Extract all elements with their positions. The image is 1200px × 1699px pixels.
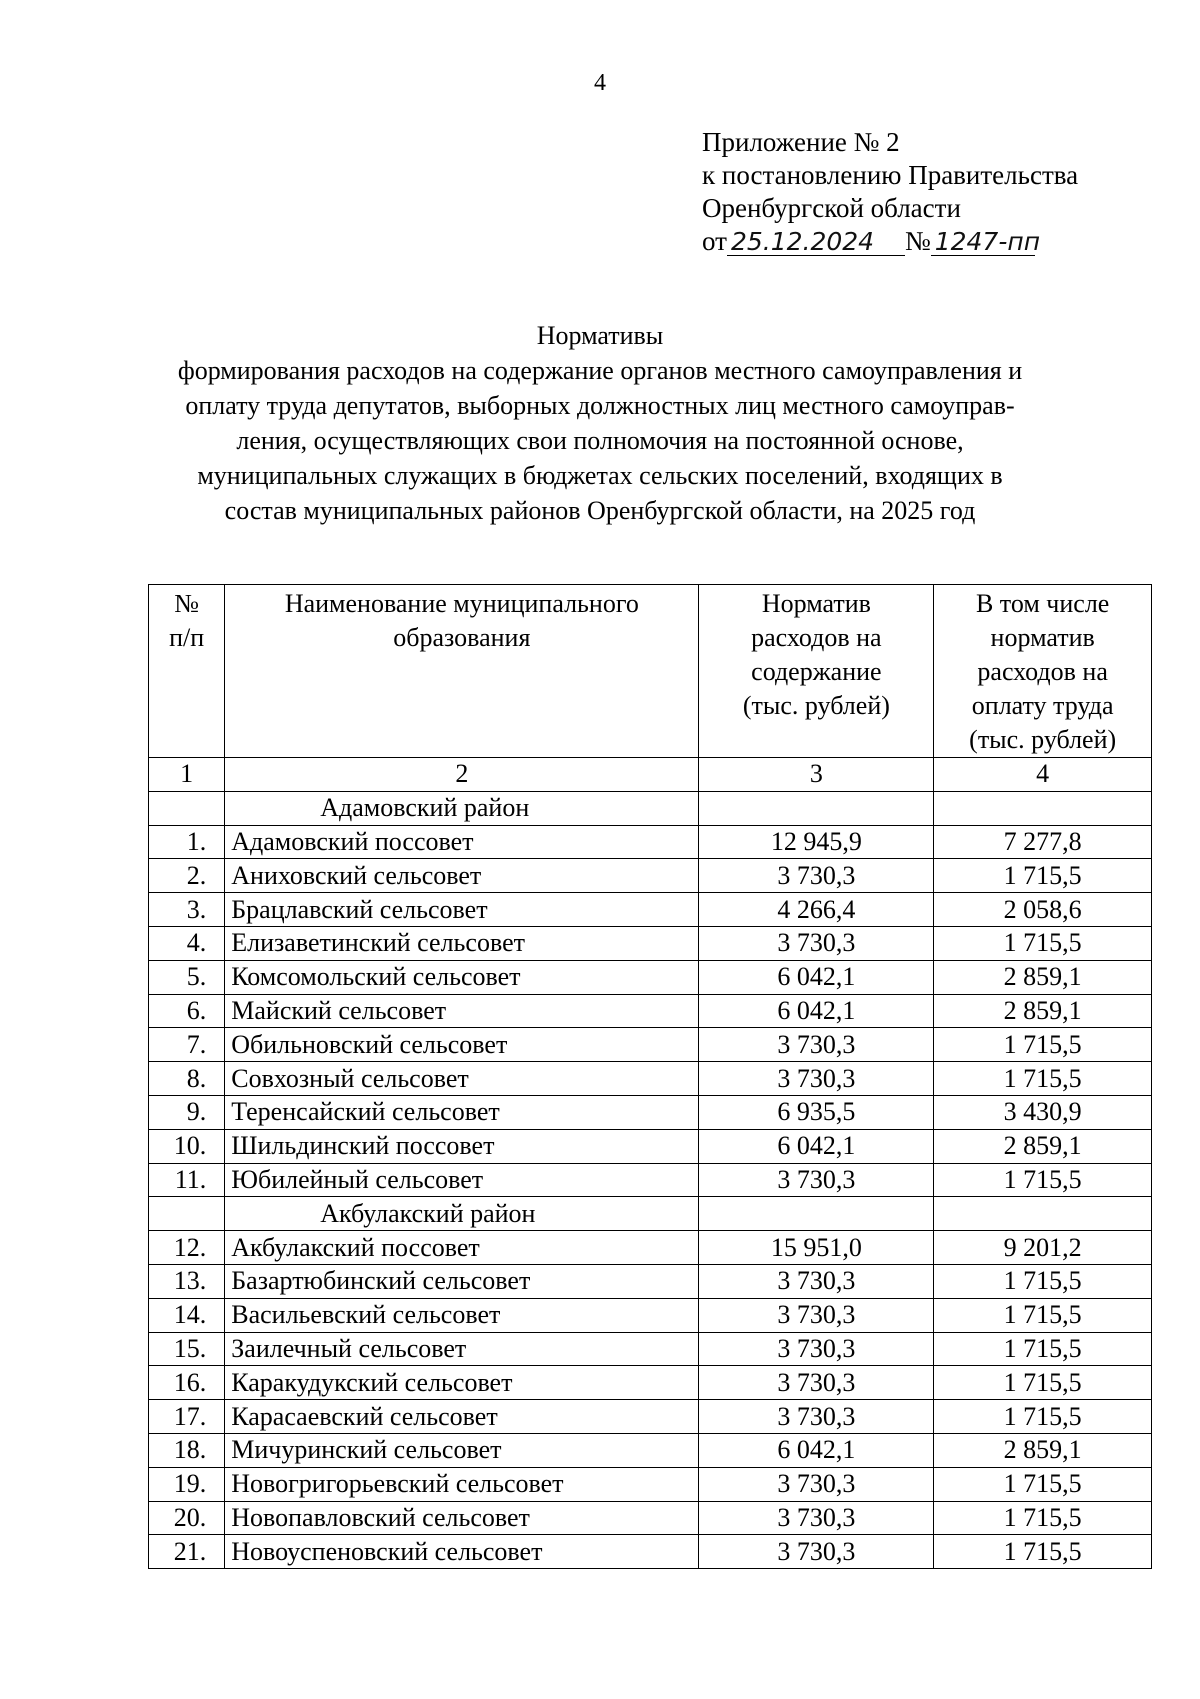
salary-norm-value: 2 859,1 xyxy=(934,960,1152,994)
salary-norm-value: 1 715,5 xyxy=(934,1366,1152,1400)
row-number: 17. xyxy=(149,1400,225,1434)
table-row xyxy=(149,1298,1152,1332)
table-row xyxy=(149,1264,1152,1298)
row-number: 4. xyxy=(149,926,225,960)
heading-title: Нормативы xyxy=(536,321,664,350)
district-row xyxy=(149,791,1152,825)
salary-norm-value: 1 715,5 xyxy=(934,1062,1152,1096)
row-number: 21. xyxy=(149,1535,225,1569)
row-number: 5. xyxy=(149,960,225,994)
total-norm-value: 3 730,3 xyxy=(699,1163,934,1197)
municipality-name: Майский сельсовет xyxy=(225,994,699,1028)
municipality-name: Комсомольский сельсовет xyxy=(225,960,699,994)
appendix-number-sign: № xyxy=(904,226,931,256)
total-norm-value: 15 951,0 xyxy=(699,1231,934,1265)
salary-norm-value: 2 859,1 xyxy=(934,1433,1152,1467)
table-body xyxy=(149,791,1152,1568)
total-norm-value: 3 730,3 xyxy=(699,1028,934,1062)
total-norm-value: 3 730,3 xyxy=(699,926,934,960)
table-row xyxy=(149,1535,1152,1569)
municipality-name: Новопавловский сельсовет xyxy=(225,1501,699,1535)
table-row xyxy=(149,893,1152,927)
norms-table xyxy=(148,584,1152,1569)
municipality-name: Мичуринский сельсовет xyxy=(225,1433,699,1467)
table-row xyxy=(149,994,1152,1028)
total-norm-value: 6 042,1 xyxy=(699,960,934,994)
total-norm-value: 3 730,3 xyxy=(699,1501,934,1535)
district-number-cell xyxy=(149,1197,225,1231)
total-norm-value: 6 042,1 xyxy=(699,994,934,1028)
table-row xyxy=(149,1467,1152,1501)
salary-norm-value: 1 715,5 xyxy=(934,1028,1152,1062)
district-salary-cell xyxy=(934,791,1152,825)
row-number: 6. xyxy=(149,994,225,1028)
column-number: 1 xyxy=(149,758,225,792)
total-norm-value: 3 730,3 xyxy=(699,1366,934,1400)
total-norm-value: 3 730,3 xyxy=(699,859,934,893)
table-row xyxy=(149,1062,1152,1096)
header-number: № п/п xyxy=(149,585,225,758)
total-norm-value: 6 935,5 xyxy=(699,1095,934,1129)
appendix-date-line xyxy=(702,225,1078,258)
row-number: 19. xyxy=(149,1467,225,1501)
salary-norm-value: 3 430,9 xyxy=(934,1095,1152,1129)
salary-norm-value: 9 201,2 xyxy=(934,1231,1152,1265)
heading-line-1: формирования расходов на содержание органов местного самоуправления и xyxy=(177,356,1023,385)
municipality-name: Заилечный сельсовет xyxy=(225,1332,699,1366)
row-number: 3. xyxy=(149,893,225,927)
municipality-name: Базартюбинский сельсовет xyxy=(225,1264,699,1298)
salary-norm-value: 1 715,5 xyxy=(934,1501,1152,1535)
district-salary-cell xyxy=(934,1197,1152,1231)
column-number: 2 xyxy=(225,758,699,792)
table-row xyxy=(149,825,1152,859)
row-number: 8. xyxy=(149,1062,225,1096)
total-norm-value: 12 945,9 xyxy=(699,825,934,859)
header-total-norm: Норматив расходов на содержание (тыс. рублей) xyxy=(699,585,934,758)
salary-norm-value: 1 715,5 xyxy=(934,1535,1152,1569)
row-number: 1. xyxy=(149,825,225,859)
municipality-name: Елизаветинский сельсовет xyxy=(225,926,699,960)
salary-norm-value: 2 859,1 xyxy=(934,994,1152,1028)
salary-norm-value: 7 277,8 xyxy=(934,825,1152,859)
table-row xyxy=(149,1163,1152,1197)
table-row xyxy=(149,1231,1152,1265)
municipality-name: Каракудукский сельсовет xyxy=(225,1366,699,1400)
salary-norm-value: 1 715,5 xyxy=(934,1467,1152,1501)
table-row xyxy=(149,926,1152,960)
salary-norm-value: 1 715,5 xyxy=(934,1400,1152,1434)
salary-norm-value: 1 715,5 xyxy=(934,1264,1152,1298)
total-norm-value: 4 266,4 xyxy=(699,893,934,927)
row-number: 14. xyxy=(149,1298,225,1332)
table-row xyxy=(149,859,1152,893)
handwritten-number: 1247-пп xyxy=(931,229,1035,256)
heading-line-2: оплату труда депутатов, выборных должностных лиц местного самоуправ- xyxy=(185,391,1015,420)
district-total-cell xyxy=(699,791,934,825)
municipality-name: Теренсайский сельсовет xyxy=(225,1095,699,1129)
salary-norm-value: 1 715,5 xyxy=(934,1298,1152,1332)
total-norm-value: 6 042,1 xyxy=(699,1129,934,1163)
heading-line-4: муниципальных служащих в бюджетах сельских поселений, входящих в xyxy=(197,461,1003,490)
municipality-name: Новогригорьевский сельсовет xyxy=(225,1467,699,1501)
salary-norm-value: 1 715,5 xyxy=(934,1332,1152,1366)
row-number: 9. xyxy=(149,1095,225,1129)
row-number: 18. xyxy=(149,1433,225,1467)
header-municipality: Наименование муниципального образования xyxy=(225,585,699,758)
table-row xyxy=(149,1400,1152,1434)
row-number: 13. xyxy=(149,1264,225,1298)
municipality-name: Акбулакский поссовет xyxy=(225,1231,699,1265)
total-norm-value: 3 730,3 xyxy=(699,1298,934,1332)
total-norm-value: 3 730,3 xyxy=(699,1467,934,1501)
header-salary-norm: В том числе норматив расходов на оплату труда (тыс. рублей) xyxy=(934,585,1152,758)
municipality-name: Юбилейный сельсовет xyxy=(225,1163,699,1197)
handwritten-date: 25.12.2024 xyxy=(727,229,905,256)
appendix-line-1: Приложение № 2 xyxy=(702,127,900,157)
table-row xyxy=(149,1095,1152,1129)
heading-line-3: ления, осуществляющих свои полномочия на постоянной основе, xyxy=(236,426,964,455)
municipality-name: Новоуспеновский сельсовет xyxy=(225,1535,699,1569)
salary-norm-value: 1 715,5 xyxy=(934,926,1152,960)
appendix-prefix-from: от xyxy=(702,226,727,256)
municipality-name: Васильевский сельсовет xyxy=(225,1298,699,1332)
municipality-name: Карасаевский сельсовет xyxy=(225,1400,699,1434)
table-row xyxy=(149,1332,1152,1366)
district-name: Акбулакский район xyxy=(225,1197,699,1231)
table-header-row xyxy=(149,585,1152,758)
salary-norm-value: 1 715,5 xyxy=(934,1163,1152,1197)
row-number: 10. xyxy=(149,1129,225,1163)
heading-line-5: состав муниципальных районов Оренбургской области, на 2025 год xyxy=(224,496,976,525)
appendix-line-2: к постановлению Правительства xyxy=(702,160,1079,190)
municipality-name: Аниховский сельсовет xyxy=(225,859,699,893)
salary-norm-value: 1 715,5 xyxy=(934,859,1152,893)
table-row xyxy=(149,1433,1152,1467)
district-number-cell xyxy=(149,791,225,825)
appendix-line-3: Оренбургской области xyxy=(702,193,961,223)
district-name: Адамовский район xyxy=(225,791,699,825)
document-heading xyxy=(150,318,1050,528)
municipality-name: Брацлавский сельсовет xyxy=(225,893,699,927)
municipality-name: Шильдинский поссовет xyxy=(225,1129,699,1163)
page-number: 4 xyxy=(594,70,606,96)
salary-norm-value: 2 058,6 xyxy=(934,893,1152,927)
total-norm-value: 3 730,3 xyxy=(699,1400,934,1434)
total-norm-value: 3 730,3 xyxy=(699,1535,934,1569)
table-row xyxy=(149,1366,1152,1400)
row-number: 7. xyxy=(149,1028,225,1062)
row-number: 2. xyxy=(149,859,225,893)
municipality-name: Обильновский сельсовет xyxy=(225,1028,699,1062)
municipality-name: Адамовский поссовет xyxy=(225,825,699,859)
district-total-cell xyxy=(699,1197,934,1231)
row-number: 15. xyxy=(149,1332,225,1366)
district-row xyxy=(149,1197,1152,1231)
total-norm-value: 6 042,1 xyxy=(699,1433,934,1467)
salary-norm-value: 2 859,1 xyxy=(934,1129,1152,1163)
column-number: 3 xyxy=(699,758,934,792)
table-row xyxy=(149,960,1152,994)
municipality-name: Совхозный сельсовет xyxy=(225,1062,699,1096)
appendix-block xyxy=(702,126,1078,258)
table-row xyxy=(149,1028,1152,1062)
column-number-row xyxy=(149,758,1152,792)
column-number: 4 xyxy=(934,758,1152,792)
total-norm-value: 3 730,3 xyxy=(699,1332,934,1366)
table-row xyxy=(149,1129,1152,1163)
total-norm-value: 3 730,3 xyxy=(699,1264,934,1298)
row-number: 11. xyxy=(149,1163,225,1197)
row-number: 16. xyxy=(149,1366,225,1400)
row-number: 12. xyxy=(149,1231,225,1265)
table-row xyxy=(149,1501,1152,1535)
total-norm-value: 3 730,3 xyxy=(699,1062,934,1096)
row-number: 20. xyxy=(149,1501,225,1535)
